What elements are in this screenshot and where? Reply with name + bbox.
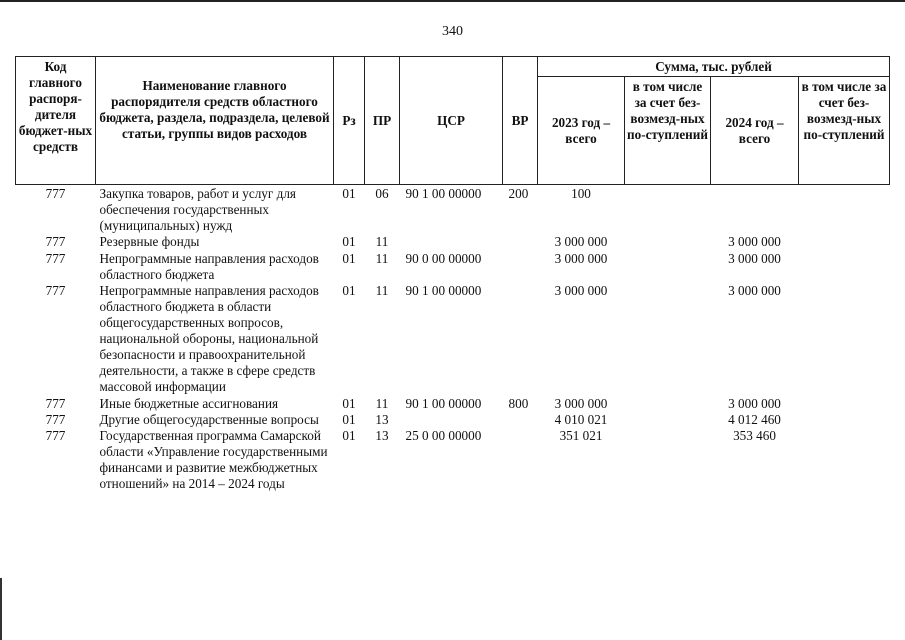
- header-vr: ВР: [503, 57, 538, 185]
- table-row: [16, 251, 890, 283]
- cell-vr: [503, 428, 538, 493]
- table-row: [16, 234, 890, 251]
- cell-sum-2024: 3 000 000: [728, 396, 781, 411]
- cell-rz: 01: [342, 186, 356, 201]
- cell-free-2024: [799, 283, 890, 396]
- cell-csr: 25 0 00 00000: [405, 428, 482, 443]
- header-2024-free: в том числе за счет без-возмезд-ных по-ступлений: [799, 77, 890, 185]
- cell-sum-2023: 3 000 000: [554, 234, 608, 249]
- cell-code: 777: [45, 396, 66, 411]
- cell-rz: 01: [342, 283, 356, 298]
- cell-sum-2023: 351 021: [559, 428, 603, 443]
- cell-vr: 200: [508, 186, 529, 201]
- cell-code: 777: [45, 283, 66, 298]
- cell-sum-2024: 3 000 000: [728, 283, 781, 298]
- cell-csr: 90 0 00 00000: [405, 251, 482, 266]
- header-2024-total: 2024 год – всего: [711, 77, 799, 185]
- cell-sum-2023: 3 000 000: [554, 283, 608, 298]
- left-margin-rule: [0, 578, 2, 640]
- cell-rz: 01: [342, 251, 356, 266]
- table-row: [16, 428, 890, 493]
- cell-sum-2024: 353 460: [733, 428, 776, 443]
- cell-vr: [503, 234, 538, 251]
- cell-free-2023: [625, 251, 711, 283]
- header-name: Наименование главного распорядителя средств областного бюджета, раздела, подраздела, целевой статьи, группы видов расходов: [96, 57, 334, 185]
- cell-name: Другие общегосударственные вопросы: [99, 412, 319, 427]
- header-csr: ЦСР: [400, 57, 503, 185]
- cell-pr: 13: [375, 428, 389, 443]
- top-rule: [0, 0, 905, 2]
- cell-free-2024: [799, 234, 890, 251]
- cell-pr: 11: [375, 251, 389, 266]
- header-code: Код главного распоря-дителя бюджет-ных средств: [16, 57, 96, 185]
- cell-pr: 11: [375, 283, 389, 298]
- cell-code: 777: [45, 428, 66, 443]
- cell-sum-2023: 4 010 021: [554, 412, 608, 427]
- cell-csr: 90 1 00 00000: [405, 283, 482, 298]
- cell-name: Иные бюджетные ассигнования: [99, 396, 279, 411]
- table-row: [16, 412, 890, 428]
- cell-vr: 800: [508, 396, 529, 411]
- cell-pr: 11: [375, 234, 389, 249]
- header-rz: Рз: [334, 57, 365, 185]
- cell-pr: 11: [375, 396, 389, 411]
- cell-free-2024: [799, 251, 890, 283]
- cell-name: Непрограммные направления расходов областного бюджета: [99, 251, 319, 282]
- cell-vr: [503, 283, 538, 396]
- cell-vr: [503, 251, 538, 283]
- cell-sum-2023: 100: [571, 186, 591, 201]
- cell-rz: 01: [342, 396, 356, 411]
- cell-sum-2024: 4 012 460: [728, 412, 781, 427]
- page-number: 340: [442, 24, 463, 39]
- cell-free-2023: [625, 412, 711, 428]
- header-pr: ПР: [365, 57, 400, 185]
- table-row: [16, 185, 890, 235]
- cell-free-2024: [799, 185, 890, 235]
- table-row: [16, 283, 890, 396]
- cell-free-2024: [799, 412, 890, 428]
- cell-vr: [503, 412, 538, 428]
- cell-code: 777: [45, 412, 66, 427]
- cell-sum-2023: 3 000 000: [554, 251, 608, 266]
- cell-sum-2024: [711, 185, 799, 235]
- cell-csr: [400, 412, 503, 428]
- cell-sum-2023: 3 000 000: [554, 396, 608, 411]
- header-2023-free: в том числе за счет без-возмезд-ных по-ступлений: [625, 77, 711, 185]
- header-2023-total: 2023 год – всего: [538, 77, 625, 185]
- cell-rz: 01: [342, 412, 356, 427]
- cell-name: Непрограммные направления расходов областного бюджета в области общегосударственных вопросов, национальной обороны, национальной безопасности и правоохранительной деятельности, а также в сфере средств массовой информации: [99, 283, 319, 394]
- cell-csr: 90 1 00 00000: [405, 396, 482, 411]
- cell-free-2023: [625, 428, 711, 493]
- cell-free-2023: [625, 234, 711, 251]
- cell-csr: 90 1 00 00000: [405, 186, 482, 201]
- cell-sum-2024: 3 000 000: [728, 234, 781, 249]
- cell-free-2023: [625, 283, 711, 396]
- budget-table: [15, 56, 890, 493]
- cell-sum-2024: 3 000 000: [728, 251, 781, 266]
- cell-free-2024: [799, 428, 890, 493]
- cell-pr: 13: [375, 412, 389, 427]
- cell-rz: 01: [342, 234, 356, 249]
- cell-name: Государственная программа Самарской области «Управление государственными финансами и развитие межбюджетных отношений» на 2014 – 2024 годы: [99, 428, 328, 491]
- cell-rz: 01: [342, 428, 356, 443]
- table-row: [16, 396, 890, 412]
- cell-csr: [400, 234, 503, 251]
- cell-code: 777: [45, 186, 66, 201]
- cell-code: 777: [45, 234, 66, 249]
- header-sum-group: Сумма, тыс. рублей: [538, 57, 890, 77]
- cell-free-2023: [625, 185, 711, 235]
- cell-pr: 06: [375, 186, 389, 201]
- cell-free-2023: [625, 396, 711, 412]
- table-header-row: [16, 57, 890, 77]
- cell-code: 777: [45, 251, 66, 266]
- cell-free-2024: [799, 396, 890, 412]
- cell-name: Резервные фонды: [99, 234, 200, 249]
- cell-name: Закупка товаров, работ и услуг для обеспечения государственных (муниципальных) нужд: [99, 186, 296, 233]
